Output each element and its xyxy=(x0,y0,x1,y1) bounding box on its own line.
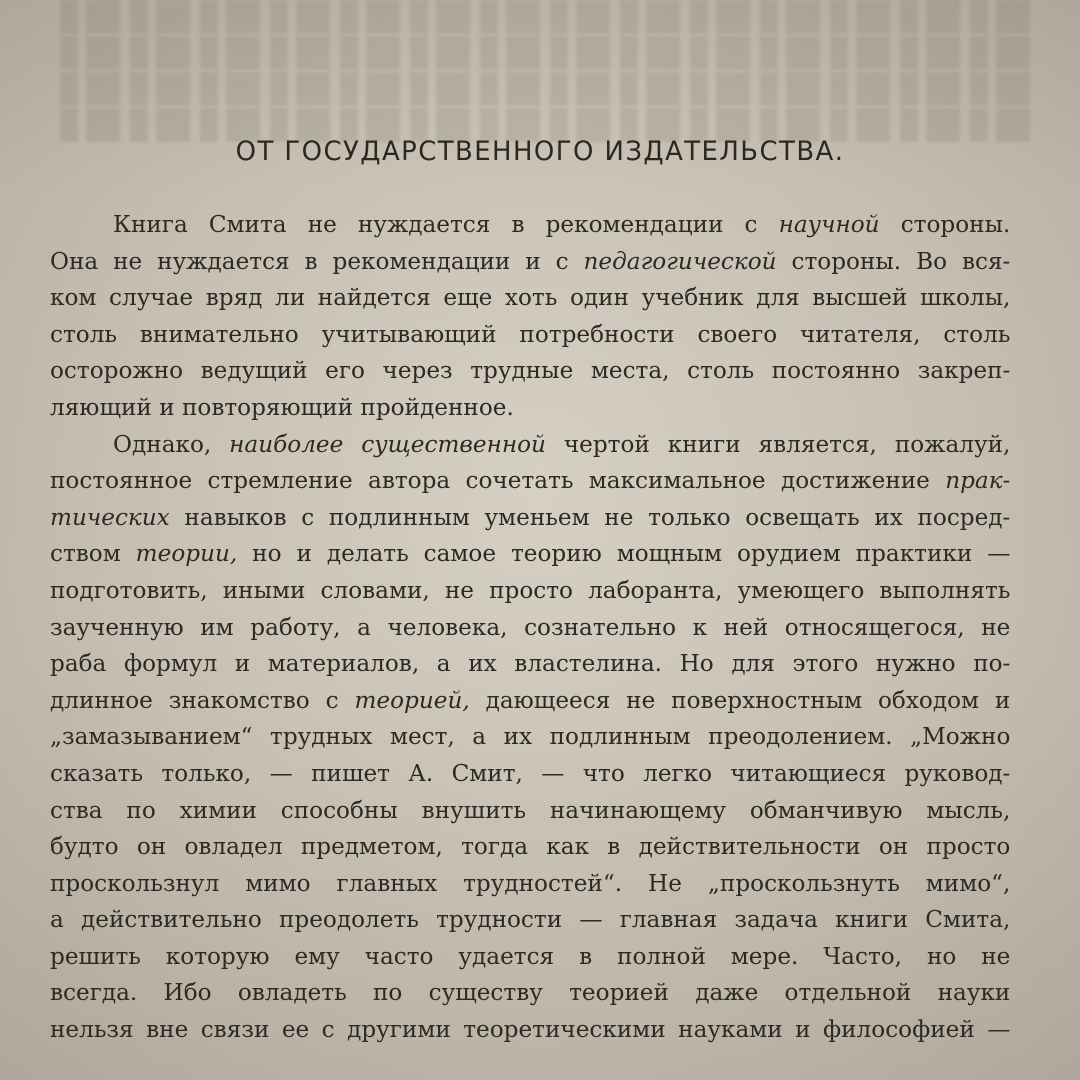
text-segment: постоянное стремление автора сочетать максимальное достижение xyxy=(50,466,946,495)
text-line xyxy=(50,645,1010,682)
text-segment: проскользнул мимо главных трудностей“. Не „проскользнуть мимо“, xyxy=(50,868,1011,897)
text-segment: но и делать самое теорию мощным орудием практики — xyxy=(237,539,1011,568)
text-line xyxy=(50,938,1010,975)
text-segment: а действительно преодолеть трудности — главная задача книги Смита, xyxy=(50,905,1011,934)
text-line xyxy=(50,792,1010,829)
text-segment: заученную им работу, а человека, сознательно к ней относящегося, не xyxy=(50,612,1011,641)
text-segment: нельзя вне связи ее с другими теоретическими науками и философией — xyxy=(50,1015,1011,1044)
text-segment: осторожно ведущий его через трудные места, столь постоянно закреп- xyxy=(50,356,1011,385)
text-line xyxy=(50,426,1010,463)
text-segment: Книга Смита не нуждается в рекомендации с xyxy=(113,210,779,238)
text-line xyxy=(50,682,1010,719)
body-text xyxy=(50,206,1025,1048)
italic-text: наиболее существенной xyxy=(229,429,546,458)
text-segment: сказать только, — пишет А. Смит, — что легко читающиеся руковод- xyxy=(50,758,1011,787)
bleed-through-text xyxy=(60,0,1040,130)
text-line xyxy=(50,462,1010,499)
text-segment: длинное знакомство с xyxy=(50,685,355,714)
text-segment: столь внимательно учитывающий потребности своего читателя, столь xyxy=(50,319,1011,348)
text-line xyxy=(50,1011,1010,1048)
text-segment: чертой книги является, пожалуй, xyxy=(545,429,1011,458)
text-line xyxy=(50,535,1010,572)
text-line xyxy=(50,755,1010,792)
text-line xyxy=(50,828,1010,865)
text-segment: решить которую ему часто удается в полной мере. Часто, но не xyxy=(50,941,1011,970)
text-segment: всегда. Ибо овладеть по существу теорией даже отдельной науки xyxy=(50,978,1011,1007)
text-segment: будто он овладел предметом, тогда как в действительности он просто xyxy=(50,832,1011,861)
text-segment: ком случае вряд ли найдется еще хоть один учебник для высшей школы, xyxy=(50,283,1011,312)
text-line xyxy=(50,974,1010,1011)
italic-text: педагогической xyxy=(583,246,777,275)
text-segment: стороны. xyxy=(879,210,1011,238)
italic-text: теорией, xyxy=(354,685,470,714)
text-line xyxy=(50,389,1010,426)
italic-text: тических xyxy=(50,502,170,531)
text-segment: ляющий и повторяющий пройденное. xyxy=(50,392,514,421)
text-segment: раба формул и материалов, а их властелина. Но для этого нужно по- xyxy=(50,649,1011,678)
text-line xyxy=(50,316,1010,353)
text-line xyxy=(50,865,1010,902)
text-line xyxy=(50,243,1010,280)
text-segment: „замазыванием“ трудных мест, а их подлинным преодолением. „Можно xyxy=(50,722,1011,751)
italic-text: прак- xyxy=(945,466,1011,495)
text-line xyxy=(50,279,1010,316)
text-segment: дающееся не поверхностным обходом и xyxy=(469,685,1011,714)
text-line xyxy=(50,572,1010,609)
italic-text: научной xyxy=(778,210,880,238)
text-segment: Она не нуждается в рекомендации и с xyxy=(50,246,584,275)
text-segment: ства по химии способны внушить начинающему обманчивую мысль, xyxy=(50,795,1011,824)
text-line xyxy=(50,718,1010,755)
page-heading: ОТ ГОСУДАРСТВЕННОГО ИЗДАТЕЛЬСТВА. xyxy=(235,136,845,167)
text-segment: Однако, xyxy=(113,429,230,458)
text-line xyxy=(50,352,1010,389)
text-line xyxy=(50,499,1010,536)
text-segment: стороны. Во вся- xyxy=(776,246,1011,275)
text-segment: навыков с подлинным уменьем не только освещать их посред- xyxy=(169,502,1011,531)
italic-text: теории, xyxy=(135,539,238,568)
text-line xyxy=(50,901,1010,938)
text-segment: ством xyxy=(50,539,136,568)
text-line xyxy=(50,206,1010,243)
text-line xyxy=(50,609,1010,646)
text-segment: подготовить, иными словами, не просто лаборанта, умеющего выполнять xyxy=(50,575,1011,604)
